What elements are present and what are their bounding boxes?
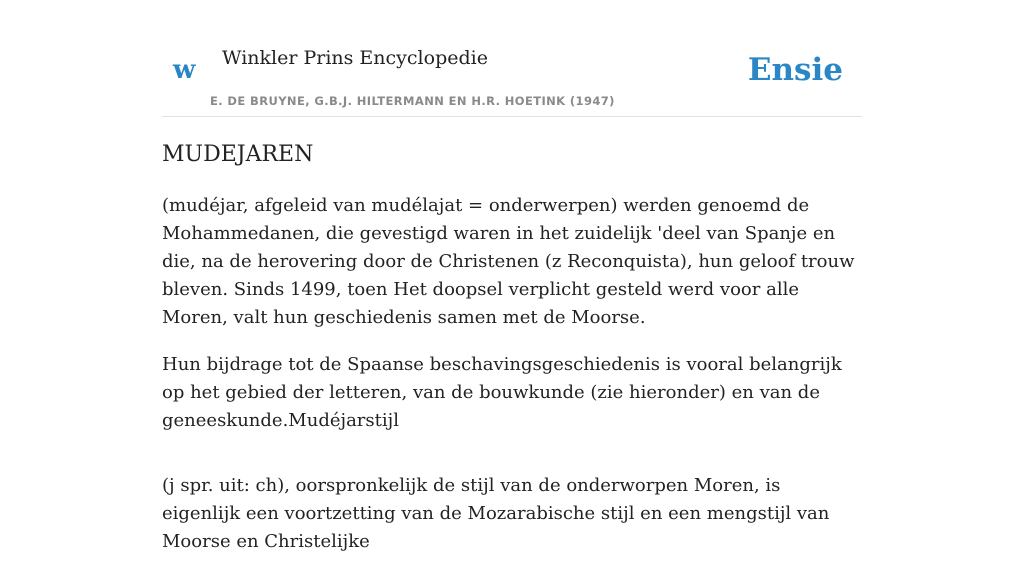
entry-title: MUDEJAREN: [162, 142, 314, 167]
entry-paragraph: (j spr. uit: ch), oorspronkelijk de stijl van de onderworpen Moren, is eigenlijk een voortzetting van de Mozarabische stijl en een mengstijl van Moorse en Christelijke: [162, 475, 830, 552]
page-header: [162, 0, 862, 117]
entry-content: [162, 138, 862, 575]
entry-paragraph: (mudéjar, afgeleid van mudélajat = onderwerpen) werden genoemd de Mohammedanen, die gevestigd waren in het zuidelijk 'deel van Spanje en die, na de herovering door de Christenen (z Reconquista), hun geloof trouw bleven. Sinds 1499, toen Het doopsel verplicht gesteld werd voor alle Moren, valt hun geschiedenis samen met de Moorse.: [162, 195, 855, 328]
source-title[interactable]: Winkler Prins Encyclopedie: [222, 47, 488, 69]
winkler-prins-logo[interactable]: w: [173, 55, 196, 85]
source-authors: E. DE BRUYNE, G.B.J. HILTERMANN EN H.R. HOETINK (1947): [210, 94, 615, 108]
ensie-brand-logo[interactable]: Ensie: [747, 52, 843, 88]
entry-paragraph: Hun bijdrage tot de Spaanse beschavingsgeschiedenis is vooral belangrijk op het gebied der letteren, van de bouwkunde (zie hieronder) en van de geneeskunde.Mudéjarstijl: [162, 354, 842, 431]
